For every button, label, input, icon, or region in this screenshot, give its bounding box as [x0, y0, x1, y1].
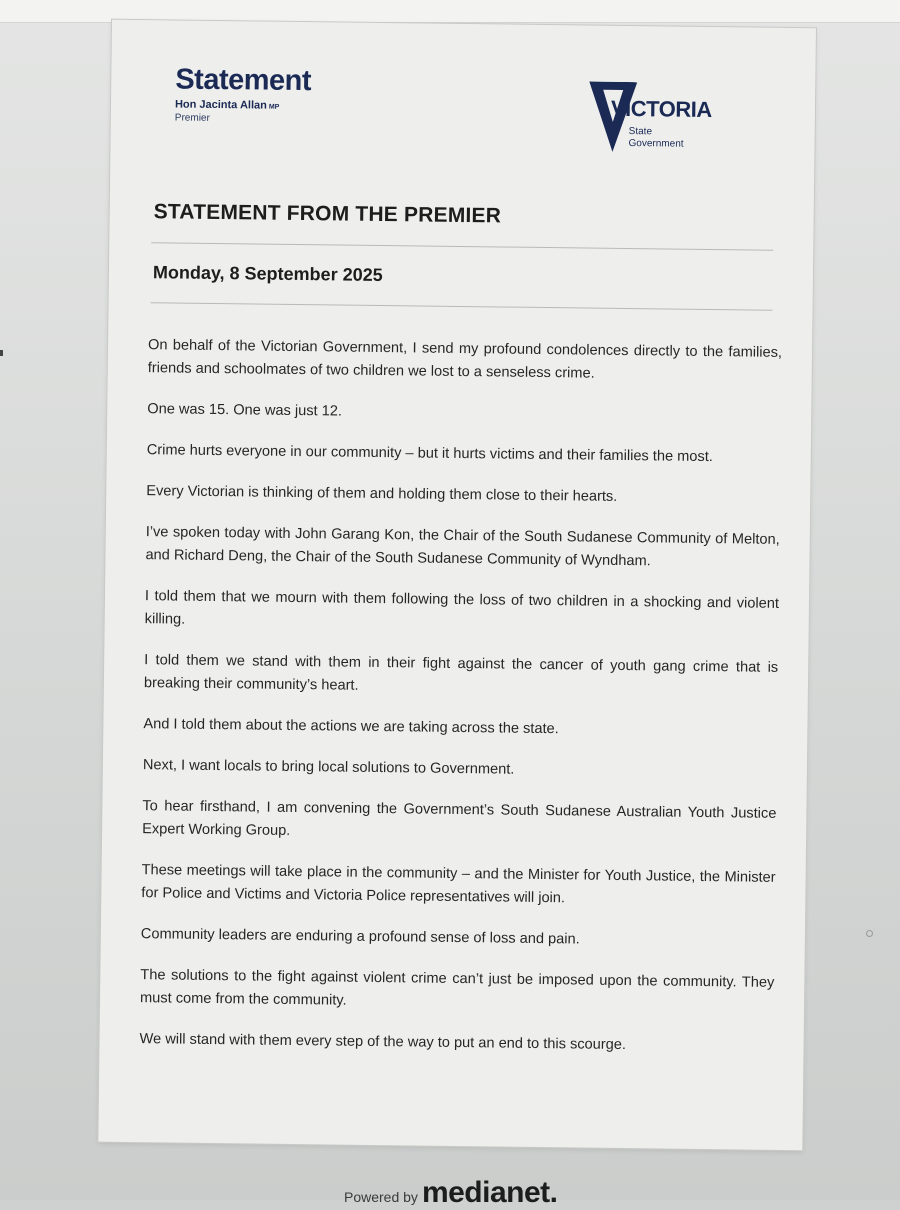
author-suffix: MP — [268, 103, 280, 111]
heading-divider — [151, 242, 773, 251]
masthead-role: Premier — [174, 112, 210, 124]
author-name: Hon Jacinta Allan — [174, 98, 267, 112]
body-paragraph: One was 15. One was just 12. — [147, 401, 343, 420]
body-paragraph: Crime hurts everyone in our community – but it hurts victims and their families the most. — [146, 442, 713, 466]
powered-by-footer[interactable] — [344, 1176, 557, 1210]
logo-line-government: Government — [628, 138, 684, 150]
masthead-title: Statement — [175, 63, 312, 98]
date-divider — [151, 302, 773, 311]
body-paragraph: Next, I want locals to bring local solutions to Government. — [142, 757, 515, 778]
body-paragraph: The solutions to the fight against violent crime can’t just be imposed upon the community. They must come from the community. — [139, 967, 775, 1009]
body-paragraph: Every Victorian is thinking of them and holding them close to their hearts. — [146, 483, 618, 505]
body-paragraph: And I told them about the actions we are taking across the state. — [143, 716, 559, 738]
body-paragraph: On behalf of the Victorian Government, I send my profound condolences directly to the families, friends and schoolmates of two children we lost to a senseless crime. — [147, 337, 783, 382]
logo-line-state: State — [628, 126, 653, 138]
document-heading: STATEMENT FROM THE PREMIER — [153, 200, 502, 228]
screen-edge-mark — [0, 350, 3, 356]
body-paragraph: I’ve spoken today with John Garang Kon, the Chair of the South Sudanese Community of Melton, and Richard Deng, the Chair of the South Sudanese Community of Wyndham. — [145, 524, 780, 570]
statement-body — [139, 334, 782, 1077]
body-paragraph: These meetings will take place in the community – and the Minister for Youth Justice, the Minister for Police and Victims and Victoria Police representatives will join. — [141, 862, 776, 907]
medianet-logo-text: medianet. — [421, 1176, 558, 1209]
screen-smudge — [866, 930, 873, 937]
body-paragraph: I told them we stand with them in their fight against the cancer of youth gang crime that is breaking their community’s heart. — [143, 652, 779, 694]
statement-masthead — [175, 64, 311, 126]
body-paragraph: We will stand with them every step of the way to put an end to this scourge. — [139, 1031, 627, 1054]
document-page — [98, 20, 816, 1151]
powered-by-label: Powered by — [344, 1189, 418, 1205]
body-paragraph: Community leaders are enduring a profound sense of loss and pain. — [140, 926, 580, 948]
victoria-government-logo — [588, 82, 719, 160]
document-date: Monday, 8 September 2025 — [152, 262, 383, 286]
body-paragraph: I told them that we mourn with them following the loss of two children in a shocking and violent killing. — [144, 588, 780, 628]
logo-wordmark: VICTORIA — [610, 95, 712, 123]
body-paragraph: To hear firsthand, I am convening the Government’s South Sudanese Australian Youth Justice Expert Working Group. — [142, 798, 777, 839]
